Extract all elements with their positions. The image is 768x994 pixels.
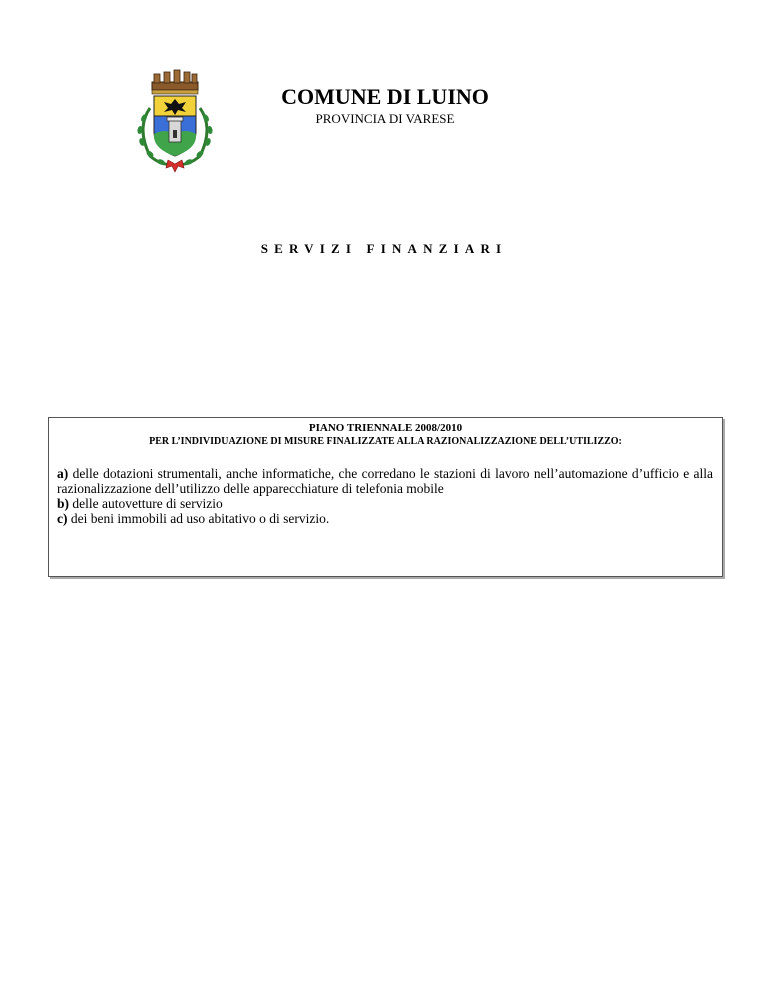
luino-coat-of-arms-icon — [128, 68, 222, 174]
plan-item-text: delle autovetture di servizio — [69, 496, 223, 511]
department-heading: SERVIZI FINANZIARI — [260, 241, 508, 256]
plan-subtitle: PER L’INDIVIDUAZIONE DI MISURE FINALIZZATE ALLA RAZIONALIZZAZIONE DELL’UTILIZZO: — [149, 436, 622, 447]
plan-item — [57, 466, 713, 496]
plan-item-letter: a) — [57, 466, 69, 481]
plan-box — [48, 417, 723, 577]
plan-title: PIANO TRIENNALE 2008/2010 — [308, 422, 463, 434]
plan-item-text: delle dotazioni strumentali, anche informatiche, che corredano le stazioni di lavoro nell’automazione d’ufficio e alla razionalizzazione dell’utilizzo delle apparecchiature di telefonia mobile — [57, 466, 713, 496]
page-title: COMUNE DI LUINO — [281, 84, 489, 109]
plan-item-letter: c) — [57, 511, 68, 526]
header — [230, 84, 540, 127]
plan-item-list — [57, 466, 713, 526]
plan-item-letter: b) — [57, 496, 70, 511]
plan-item — [57, 496, 713, 511]
plan-item-text: dei beni immobili ad uso abitativo o di servizio. — [67, 511, 330, 526]
plan-item — [57, 511, 713, 526]
page-subtitle: PROVINCIA DI VARESE — [315, 111, 455, 126]
